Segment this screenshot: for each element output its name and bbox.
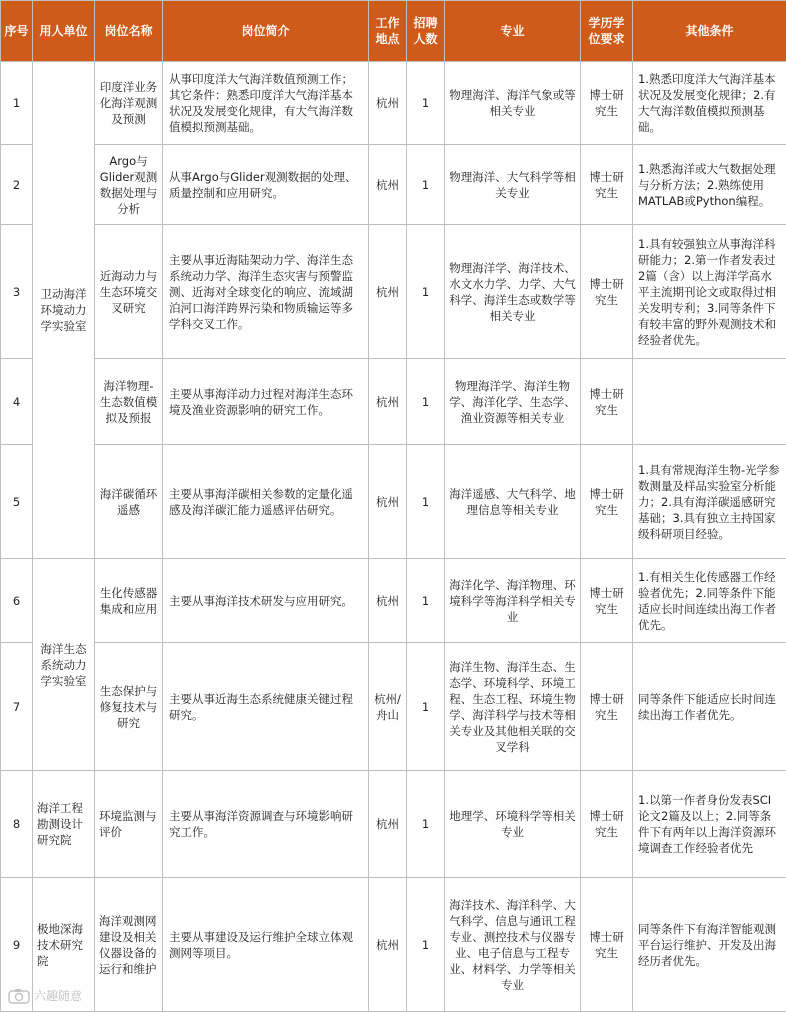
count-cell: 1 bbox=[407, 878, 445, 1012]
position-cell: 印度洋业务化海洋观测及预测 bbox=[95, 62, 163, 145]
education-cell: 博士研究生 bbox=[581, 225, 633, 359]
description-cell: 从事Argo与Glider观测数据的处理、质量控制和应用研究。 bbox=[163, 145, 369, 225]
education-cell: 博士研究生 bbox=[581, 359, 633, 445]
education-cell: 博士研究生 bbox=[581, 559, 633, 643]
header-count: 招聘人数 bbox=[407, 1, 445, 62]
major-cell: 海洋化学、海洋物理、环境科学等海洋科学相关专业 bbox=[445, 559, 581, 643]
unit-cell: 海洋工程勘测设计研究院 bbox=[33, 771, 95, 878]
header-location: 工作地点 bbox=[369, 1, 407, 62]
unit-cell: 卫动海洋环境动力学实验室 bbox=[33, 62, 95, 559]
description-cell: 主要从事海洋动力过程对海洋生态环境及渔业资源影响的研究工作。 bbox=[163, 359, 369, 445]
position-cell: 生态保护与修复技术与研究 bbox=[95, 643, 163, 771]
location-cell: 杭州 bbox=[369, 878, 407, 1012]
conditions-cell: 同等条件下有海洋智能观测平台运行维护、开发及出海经历者优先。 bbox=[633, 878, 786, 1012]
table-row bbox=[1, 878, 786, 1012]
position-cell: 环境监测与评价 bbox=[95, 771, 163, 878]
conditions-cell: 1.具有常规海洋生物-光学参数测量及样品实验室分析能力；2.具有海洋碳遥感研究基础；3.具有独立主持国家级科研项目经验。 bbox=[633, 445, 786, 559]
row-no: 2 bbox=[1, 145, 33, 225]
major-cell: 海洋生物、海洋生态、生态学、环境科学、环境工程、生态工程、环境生物学、海洋科学与技术等相关专业及其他相关联的交叉学科 bbox=[445, 643, 581, 771]
major-cell: 物理海洋、海洋气象或等相关专业 bbox=[445, 62, 581, 145]
conditions-cell bbox=[633, 359, 786, 445]
header-position: 岗位名称 bbox=[95, 1, 163, 62]
education-cell: 博士研究生 bbox=[581, 643, 633, 771]
count-cell: 1 bbox=[407, 359, 445, 445]
header-row bbox=[1, 1, 786, 62]
row-no: 7 bbox=[1, 643, 33, 771]
location-cell: 杭州 bbox=[369, 225, 407, 359]
table-row bbox=[1, 62, 786, 145]
major-cell: 物理海洋学、海洋生物学、海洋化学、生态学、渔业资源等相关专业 bbox=[445, 359, 581, 445]
table-row bbox=[1, 145, 786, 225]
education-cell: 博士研究生 bbox=[581, 771, 633, 878]
position-cell: 海洋物理-生态数值模拟及预报 bbox=[95, 359, 163, 445]
description-cell: 主要从事海洋资源调查与环境影响研究工作。 bbox=[163, 771, 369, 878]
count-cell: 1 bbox=[407, 643, 445, 771]
location-cell: 杭州/舟山 bbox=[369, 643, 407, 771]
position-cell: 海洋观测网建设及相关仪器设备的运行和维护 bbox=[95, 878, 163, 1012]
row-no: 8 bbox=[1, 771, 33, 878]
conditions-cell: 1.熟悉印度洋大气海洋基本状况及发展变化规律；2.有大气海洋数值模拟预测基础。 bbox=[633, 62, 786, 145]
row-no: 5 bbox=[1, 445, 33, 559]
major-cell: 地理学、环境科学等相关专业 bbox=[445, 771, 581, 878]
watermark bbox=[8, 987, 82, 1004]
description-cell: 主要从事建设及运行维护全球立体观测网等项目。 bbox=[163, 878, 369, 1012]
description-cell: 主要从事海洋碳相关参数的定量化遥感及海洋碳汇能力遥感评估研究。 bbox=[163, 445, 369, 559]
row-no: 1 bbox=[1, 62, 33, 145]
position-cell: 海洋碳循环遥感 bbox=[95, 445, 163, 559]
count-cell: 1 bbox=[407, 445, 445, 559]
major-cell: 物理海洋、大气科学等相关专业 bbox=[445, 145, 581, 225]
header-education: 学历学位要求 bbox=[581, 1, 633, 62]
table-row bbox=[1, 643, 786, 771]
conditions-cell: 1.以第一作者身份发表SCI论文2篇及以上；2.同等条件下有两年以上海洋资源环境调查工作经验者优先 bbox=[633, 771, 786, 878]
count-cell: 1 bbox=[407, 225, 445, 359]
table-row bbox=[1, 225, 786, 359]
location-cell: 杭州 bbox=[369, 445, 407, 559]
position-cell: 生化传感器集成和应用 bbox=[95, 559, 163, 643]
location-cell: 杭州 bbox=[369, 62, 407, 145]
conditions-cell: 1.有相关生化传感器工作经验者优先；2.同等条件下能适应长时间连续出海工作者优先。 bbox=[633, 559, 786, 643]
table-row bbox=[1, 559, 786, 643]
description-cell: 主要从事近海生态系统健康关键过程研究。 bbox=[163, 643, 369, 771]
header-no: 序号 bbox=[1, 1, 33, 62]
conditions-cell: 1.熟悉海洋或大气数据处理与分析方法；2.熟练使用MATLAB或Python编程。 bbox=[633, 145, 786, 225]
unit-cell: 极地深海技术研究院 bbox=[33, 878, 95, 1012]
major-cell: 海洋遥感、大气科学、地理信息等相关专业 bbox=[445, 445, 581, 559]
watermark-text: 六趣随意 bbox=[34, 987, 82, 1004]
description-cell: 主要从事海洋技术研发与应用研究。 bbox=[163, 559, 369, 643]
count-cell: 1 bbox=[407, 771, 445, 878]
table-row bbox=[1, 445, 786, 559]
unit-cell: 海洋生态系统动力学实验室 bbox=[33, 559, 95, 771]
row-no: 3 bbox=[1, 225, 33, 359]
position-cell: Argo与Glider观测数据处理与分析 bbox=[95, 145, 163, 225]
education-cell: 博士研究生 bbox=[581, 878, 633, 1012]
count-cell: 1 bbox=[407, 145, 445, 225]
table-row bbox=[1, 771, 786, 878]
education-cell: 博士研究生 bbox=[581, 445, 633, 559]
camera-logo-icon bbox=[8, 988, 30, 1004]
table-row bbox=[1, 359, 786, 445]
education-cell: 博士研究生 bbox=[581, 62, 633, 145]
location-cell: 杭州 bbox=[369, 559, 407, 643]
row-no: 6 bbox=[1, 559, 33, 643]
major-cell: 海洋技术、海洋科学、大气科学、信息与通讯工程专业、测控技术与仪器专业、电子信息与工程专业、材料学、力学等相关专业 bbox=[445, 878, 581, 1012]
location-cell: 杭州 bbox=[369, 771, 407, 878]
conditions-cell: 同等条件下能适应长时间连续出海工作者优先。 bbox=[633, 643, 786, 771]
position-cell: 近海动力与生态环境交叉研究 bbox=[95, 225, 163, 359]
header-unit: 用人单位 bbox=[33, 1, 95, 62]
row-no: 4 bbox=[1, 359, 33, 445]
education-cell: 博士研究生 bbox=[581, 145, 633, 225]
description-cell: 从事印度洋大气海洋数值预测工作；其它条件：熟悉印度洋大气海洋基本状况及发展变化规律，有大气海洋数值模拟预测基础。 bbox=[163, 62, 369, 145]
location-cell: 杭州 bbox=[369, 359, 407, 445]
major-cell: 物理海洋学、海洋技术、水文水力学、力学、大气科学、海洋生态或数学等相关专业 bbox=[445, 225, 581, 359]
count-cell: 1 bbox=[407, 559, 445, 643]
count-cell: 1 bbox=[407, 62, 445, 145]
conditions-cell: 1.具有较强独立从事海洋科研能力；2.第一作者发表过2篇（含）以上海洋学高水平主流期刊论文或取得过相关发明专利；3.同等条件下有较丰富的野外观测技术和经验者优先。 bbox=[633, 225, 786, 359]
description-cell: 主要从事近海陆架动力学、海洋生态系统动力学、海洋生态灾害与预警监测、近海对全球变化的响应、流域湖泊河口海洋跨界污染和物质输运等多学科交叉工作。 bbox=[163, 225, 369, 359]
header-description: 岗位简介 bbox=[163, 1, 369, 62]
header-conditions: 其他条件 bbox=[633, 1, 786, 62]
location-cell: 杭州 bbox=[369, 145, 407, 225]
row-no: 9 bbox=[1, 878, 33, 1012]
header-major: 专业 bbox=[445, 1, 581, 62]
